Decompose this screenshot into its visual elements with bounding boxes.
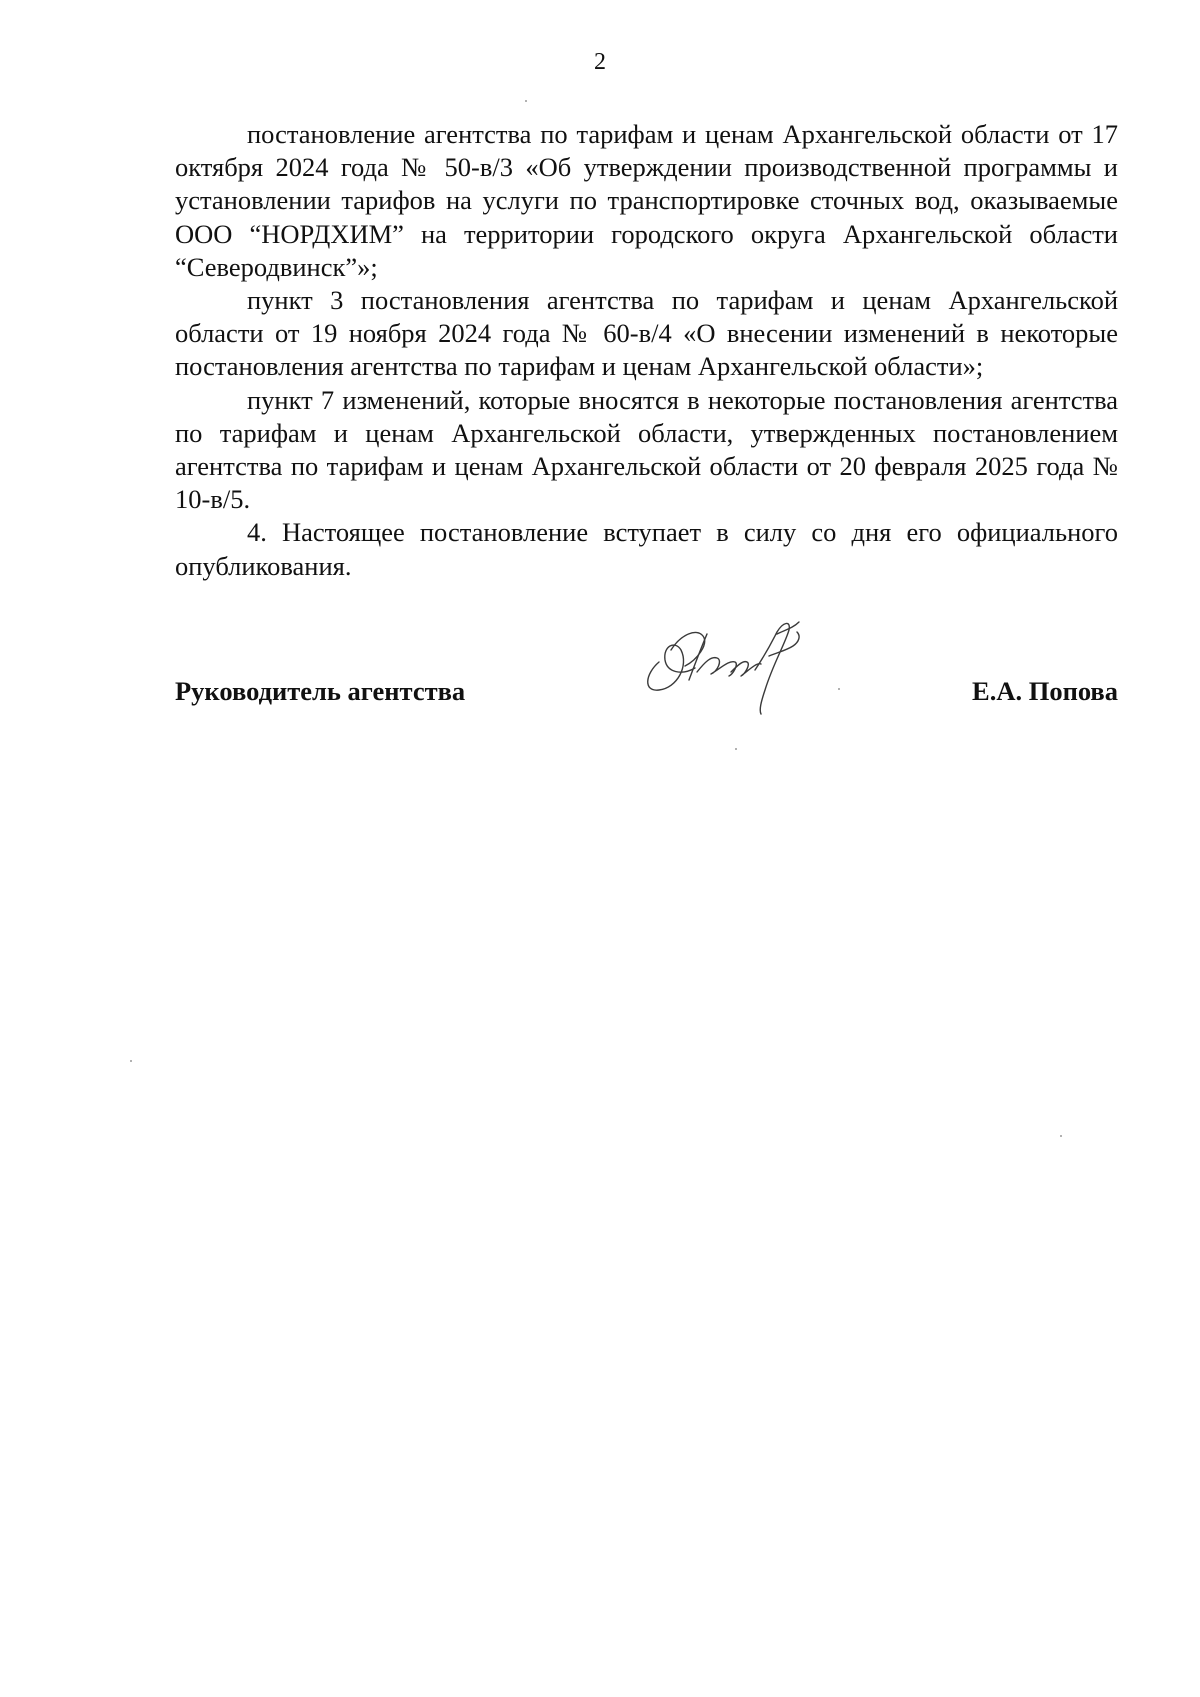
scan-speck [735,748,737,750]
handwritten-signature [637,610,817,720]
scan-speck [525,100,527,102]
scan-speck [838,688,840,690]
paragraph-effective-date: 4. Настоящее постановление вступает в силу со дня его официального опубликования. [175,517,1118,581]
signer-name: Е.А. Попова [972,676,1118,706]
signature-block [175,610,1118,720]
document-body [175,118,1118,583]
signer-position-title: Руководитель агентства [175,676,466,706]
paragraph-amendments-10-v-5: пункт 7 изменений, которые вносятся в некоторые постановления агентства по тарифам и ценам Архангельской области, утвержденных постановлением агентства по тарифам и ценам Архангельской области от 20 февраля 2025 года № 10-в/5. [175,384,1118,515]
scan-speck [1060,1135,1062,1137]
page-number: 2 [594,49,606,75]
paragraph-decree-50-v-3: постановление агентства по тарифам и ценам Архангельской области от 17 октября 2024 года № 50-в/3 «Об утверждении производственной программы и установлении тарифов на услуги по транспортировке сточных вод, оказываемые ООО “НОРДХИМ” на территории городского округа Архангельской области “Северодвинск”»; [175,119,1118,282]
scan-speck [130,1060,132,1062]
paragraph-decree-60-v-4: пункт 3 постановления агентства по тарифам и ценам Архангельской области от 19 ноября 2024 года № 60-в/4 «О внесении изменений в некоторые постановления агентства по тарифам и ценам Архангельской области»; [175,285,1118,382]
